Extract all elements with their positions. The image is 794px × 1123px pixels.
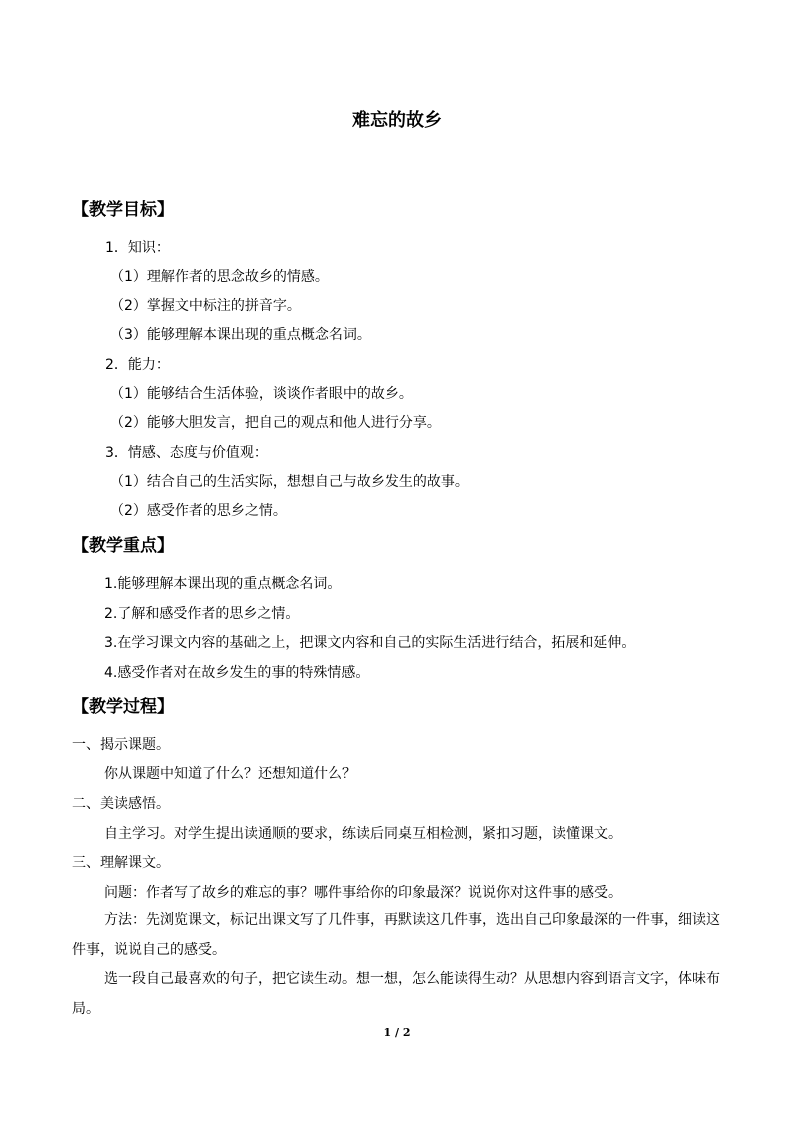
goals-heading: 【教学目标】: [72, 200, 174, 220]
knowledge-item: （3）能够理解本课出现的重点概念名词。: [110, 327, 371, 343]
step-text: 你从课题中知道了什么？还想知道什么？: [104, 766, 356, 782]
step-title: 三、理解课文。: [72, 855, 170, 871]
step-title: 二、美读感悟。: [72, 796, 170, 812]
emotion-item: （2）感受作者的思乡之情。: [110, 503, 287, 519]
key-point-item: 3.在学习课文内容的基础之上，把课文内容和自己的实际生活进行结合，拓展和延伸。: [104, 635, 636, 651]
step-title: 一、揭示课题。: [72, 737, 170, 753]
step-activity: 选一段自己最喜欢的句子，把它读生动。想一想，怎么能读得生动？从思想内容到语言文字，体味布局。: [72, 971, 720, 1017]
knowledge-item: （1）理解作者的思念故乡的情感。: [110, 269, 329, 285]
emotion-label: 3．情感、态度与价值观：: [105, 445, 268, 461]
key-points-heading: 【教学重点】: [72, 536, 174, 556]
knowledge-item: （2）掌握文中标注的拼音字。: [110, 298, 301, 314]
ability-item: （1）能够结合生活体验，谈谈作者眼中的故乡。: [110, 386, 413, 402]
ability-item: （2）能够大胆发言，把自己的观点和他人进行分享。: [110, 415, 441, 431]
document-title: 难忘的故乡: [352, 110, 442, 131]
step-text: 自主学习。对学生提出读通顺的要求，练读后同桌互相检测，紧扣习题，读懂课文。: [104, 826, 622, 842]
key-point-item: 1.能够理解本课出现的重点概念名词。: [104, 576, 342, 592]
step-method: 方法：先浏览课文，标记出课文写了几件事，再默读这几件事，选出自己印象最深的一件事，细读这件事，说说自己的感受。: [72, 912, 720, 958]
process-heading: 【教学过程】: [72, 697, 174, 717]
ability-label: 2．能力：: [105, 357, 170, 373]
key-point-item: 4.感受作者对在故乡发生的事的特殊情感。: [104, 665, 370, 681]
knowledge-label: 1．知识：: [105, 240, 170, 256]
key-point-item: 2.了解和感受作者的思乡之情。: [104, 606, 300, 622]
step-question: 问题：作者写了故乡的难忘的事？哪件事给你的印象最深？说说你对这件事的感受。: [104, 885, 622, 901]
emotion-item: （1）结合自己的生活实际，想想自己与故乡发生的故事。: [110, 474, 469, 490]
page-number: 1 / 2: [383, 1026, 411, 1039]
